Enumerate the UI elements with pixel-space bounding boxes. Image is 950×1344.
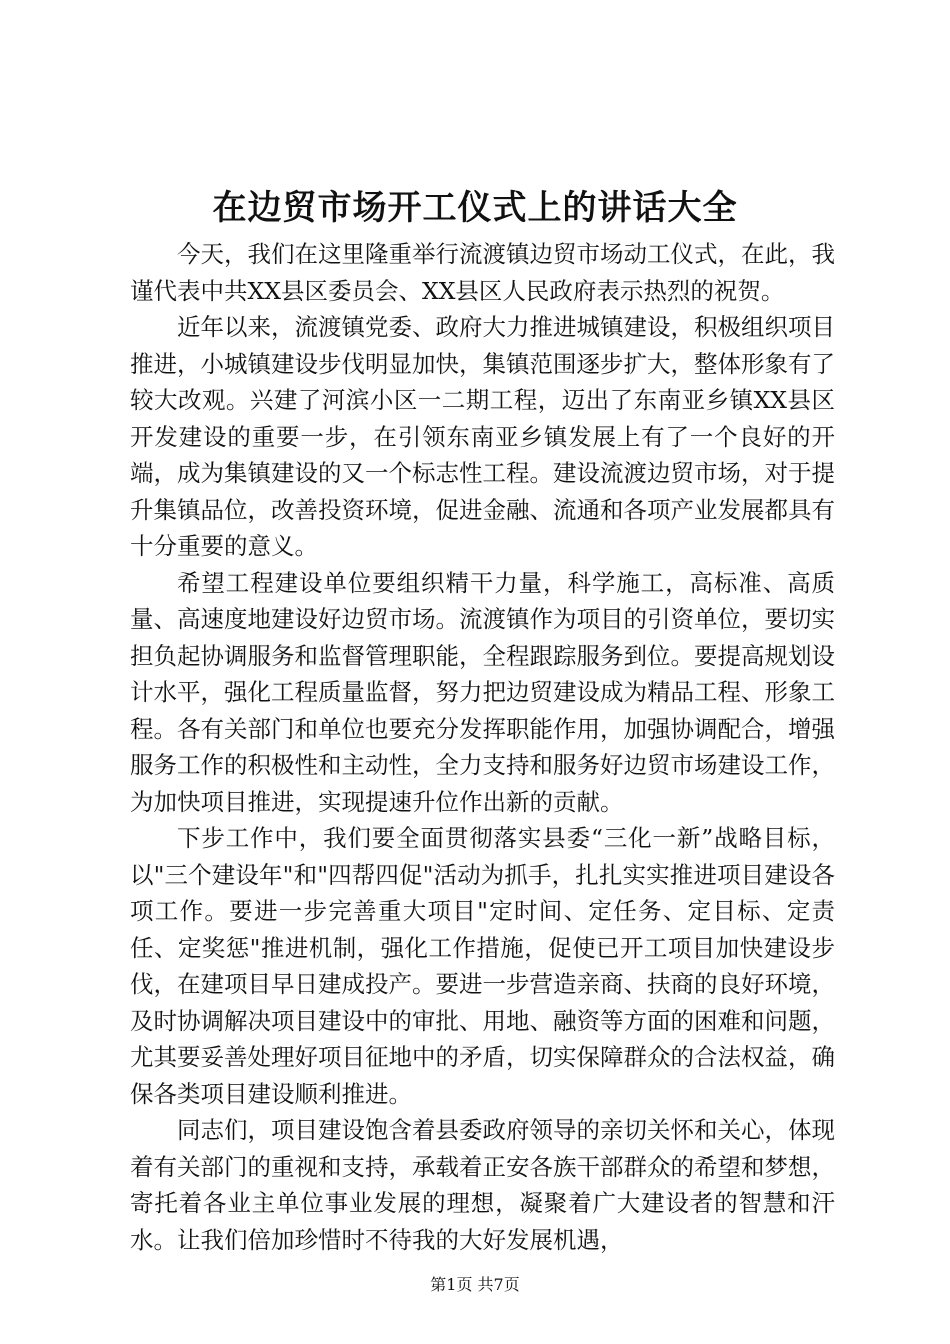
paragraph: 下步工作中，我们要全面贯彻落实县委“三化一新”战略目标，以"三个建设年"和"四帮四促"活动为抓手，扎扎实实推进项目建设各项工作。要进一步完善重大项目"定时间、定任务、定目标、定责任、定奖惩"推进机制，强化工作措施，促使已开工项目加快建设步伐，在建项目早日建成投产。要进一步营造亲商、扶商的良好环境，及时协调解决项目建设中的审批、用地、融资等方面的困难和问题，尤其要妥善处理好项目征地中的矛盾，切实保障群众的合法权益，确保各类项目建设顺利推进。 — [130, 824, 835, 1108]
paragraph: 同志们，项目建设饱含着县委政府领导的亲切关怀和关心，体现着有关部门的重视和支持，承载着正安各族干部群众的希望和梦想，寄托着各业主单位事业发展的理想，凝聚着广大建设者的智慧和汗水。让我们倍加珍惜时不待我的大好发展机遇， — [130, 1116, 835, 1254]
paragraph: 今天，我们在这里隆重举行流渡镇边贸市场动工仪式，在此，我谨代表中共XX县区委员会、XX县区人民政府表示热烈的祝贺。 — [130, 240, 835, 305]
document-title: 在边贸市场开工仪式上的讲话大全 — [212, 188, 738, 228]
paragraph: 近年以来，流渡镇党委、政府大力推进城镇建设，积极组织项目推进，小城镇建设步伐明显加快，集镇范围逐步扩大，整体形象有了较大改观。兴建了河滨小区一二期工程，迈出了东南亚乡镇XX县区开发建设的重要一步，在引领东南亚乡镇发展上有了一个良好的开端，成为集镇建设的又一个标志性工程。建设流渡边贸市场，对于提升集镇品位，改善投资环境，促进金融、流通和各项产业发展都具有十分重要的意义。 — [130, 313, 835, 560]
document-body — [130, 236, 835, 1258]
paragraph: 希望工程建设单位要组织精干力量，科学施工，高标准、高质量、高速度地建设好边贸市场。流渡镇作为项目的引资单位，要切实担负起协调服务和监督管理职能，全程跟踪服务到位。要提高规划设计水平，强化工程质量监督，努力把边贸建设成为精品工程、形象工程。各有关部门和单位也要充分发挥职能作用，加强协调配合，增强服务工作的积极性和主动性，全力支持和服务好边贸市场建设工作，为加快项目推进，实现提速升位作出新的贡献。 — [130, 568, 835, 816]
page-number-footer: 第1页 共7页 — [430, 1275, 520, 1294]
